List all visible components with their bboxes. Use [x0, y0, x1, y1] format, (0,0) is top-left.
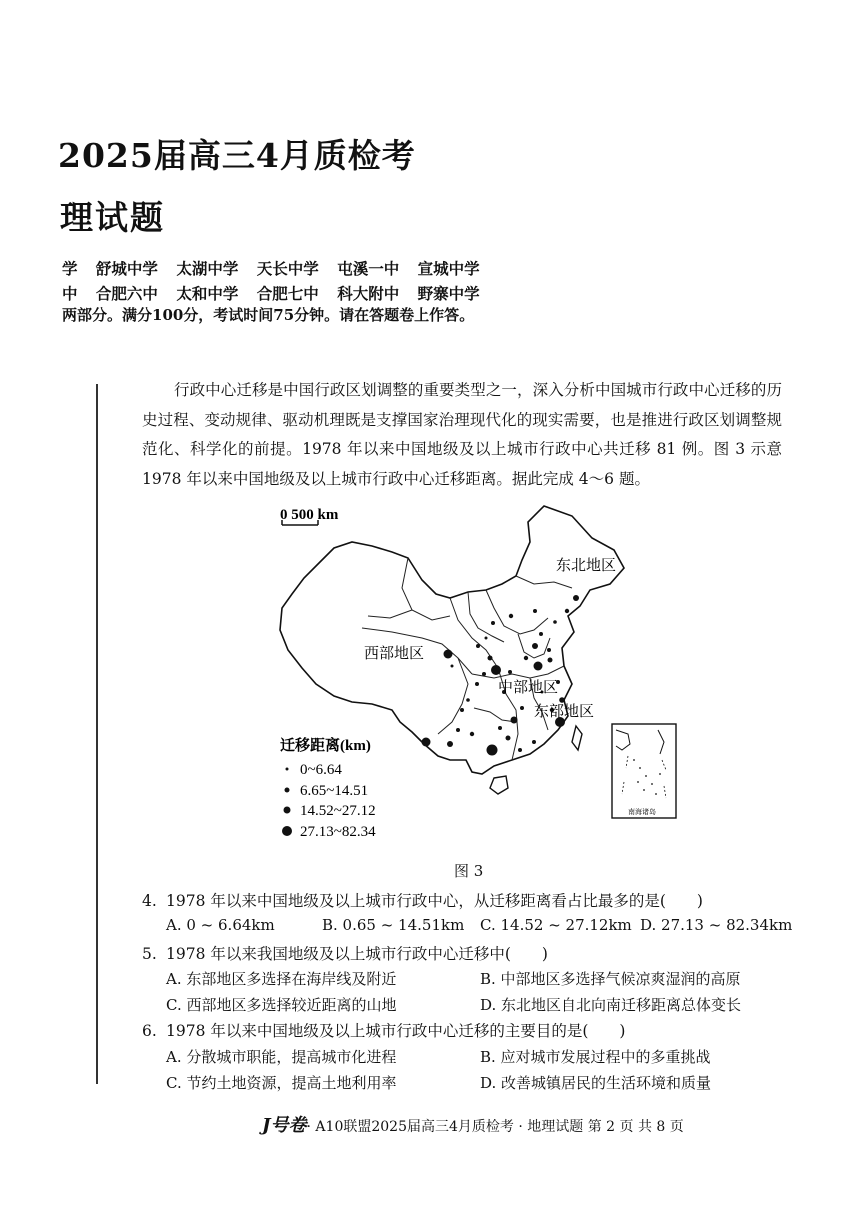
legend-marker — [284, 807, 291, 814]
question-6 — [142, 1019, 625, 1041]
legend-marker — [286, 768, 289, 771]
option: D. 东北地区自北向南迁移距离总体变长 — [480, 996, 742, 1014]
region-label-northeast: 东北地区 — [556, 558, 617, 574]
option: C. 节约土地资源，提高土地利用率 — [166, 1074, 397, 1092]
migration-point — [524, 656, 528, 660]
migration-point — [451, 665, 454, 668]
footer-text: · A10联盟2025届高三4月质检考 · 地理试题 第 2 页 共 8 页 — [306, 1119, 684, 1135]
legend-label: 6.65~14.51 — [300, 783, 369, 799]
option: C. 14.52 ~ 27.12km — [480, 916, 632, 934]
migration-point — [485, 637, 488, 640]
question-number: 4. — [142, 892, 157, 910]
migration-point — [548, 658, 553, 663]
option: C. 西部地区多选择较近距离的山地 — [166, 996, 397, 1014]
migration-point — [475, 682, 479, 686]
question-4 — [142, 889, 703, 911]
migration-point — [447, 741, 453, 747]
migration-point — [520, 706, 524, 710]
migration-point — [539, 632, 543, 636]
china-outline — [280, 506, 624, 774]
option: B. 应对城市发展过程中的多重挑战 — [480, 1048, 711, 1066]
question-stem: 1978 年以来中国地级及以上城市行政中心，从迁移距离看占比最多的是( ) — [166, 892, 703, 910]
school-name: 太湖中学 — [176, 259, 239, 278]
migration-point — [509, 614, 513, 618]
migration-point — [573, 595, 579, 601]
option: B. 0.65 ~ 14.51km — [322, 916, 465, 934]
migration-point — [444, 650, 453, 659]
migration-point — [456, 728, 460, 732]
migration-point — [460, 708, 464, 712]
migration-point — [547, 648, 551, 652]
school-name: 宣城中学 — [417, 259, 480, 278]
migration-point — [487, 745, 498, 756]
page-footer — [262, 1111, 684, 1137]
migration-point — [491, 621, 495, 625]
school-name: 学 — [62, 259, 78, 278]
exam-title: 2025届高三4月质检考 — [58, 136, 416, 175]
schools-row-2 — [62, 282, 493, 304]
question-stem: 1978 年以来中国地级及以上城市行政中心迁移的主要目的是( ) — [166, 1022, 626, 1040]
migration-point — [532, 740, 536, 744]
option: A. 分散城市职能，提高城市化进程 — [166, 1048, 397, 1066]
exam-note: 两部分。满分100分，考试时间75分钟。请在答题卷上作答。 — [62, 306, 475, 324]
question-5 — [142, 942, 548, 964]
south-china-sea-inset — [612, 724, 676, 818]
migration-point — [498, 726, 502, 730]
migration-point — [476, 644, 480, 648]
taiwan-outline — [572, 726, 582, 750]
migration-point — [470, 732, 474, 736]
school-name: 天长中学 — [256, 259, 319, 278]
figure-caption: 图 3 — [454, 862, 484, 880]
subject-title: 理试题 — [60, 198, 165, 237]
legend-title: 迁移距离(km) — [280, 738, 371, 754]
school-name: 合肥七中 — [256, 284, 319, 303]
migration-point — [506, 736, 511, 741]
migration-point — [482, 672, 486, 676]
brand-logo: J号卷 — [262, 1115, 307, 1136]
reading-passage: 行政中心迁移是中国行政区划调整的重要类型之一，深入分析中国城市行政中心迁移的历史过程、变动规律、驱动机理既是支撑国家治理现代化的现实需要，也是推进行政区划调整规范化、科学化的前提。1978 年以来中国地级及以上城市行政中心共迁移 81 例。图 3 示意 1978 年以来中国地级及以上城市行政中心迁移距离。据此完成 4～6 题。 — [142, 381, 782, 488]
migration-point — [518, 748, 522, 752]
option: D. 改善城镇居民的生活环境和质量 — [480, 1074, 712, 1092]
school-name: 合肥六中 — [95, 284, 158, 303]
question-stem: 1978 年以来我国地级及以上城市行政中心迁移中( ) — [166, 945, 548, 963]
migration-point — [553, 620, 557, 624]
school-name: 科大附中 — [337, 284, 400, 303]
question-number: 5. — [142, 945, 157, 963]
legend-marker — [282, 826, 292, 836]
school-name: 太和中学 — [176, 284, 239, 303]
legend-marker — [285, 788, 290, 793]
hainan-outline — [490, 776, 508, 794]
scale-label: 0 500 km — [280, 507, 339, 523]
legend-label: 27.13~82.34 — [300, 824, 376, 840]
region-label-west: 西部地区 — [364, 646, 425, 662]
migration-point — [491, 665, 501, 675]
schools-row-1 — [62, 257, 493, 279]
migration-point — [532, 643, 538, 649]
option: A. 0 ~ 6.64km — [166, 916, 275, 934]
school-name: 舒城中学 — [95, 259, 158, 278]
option: D. 27.13 ~ 82.34km — [640, 916, 793, 934]
migration-point — [422, 738, 431, 747]
legend — [282, 762, 376, 840]
migration-point — [466, 698, 470, 702]
migration-point — [534, 662, 543, 671]
school-name: 屯溪一中 — [337, 259, 400, 278]
migration-point — [565, 609, 569, 613]
migration-point — [508, 670, 512, 674]
option: B. 中部地区多选择气候凉爽湿润的高原 — [480, 970, 741, 988]
school-name: 中 — [62, 284, 78, 303]
legend-label: 14.52~27.12 — [300, 803, 376, 819]
migration-point — [533, 609, 537, 613]
legend-label: 0~6.64 — [300, 762, 342, 778]
margin-rule — [96, 384, 98, 1084]
school-name: 野寨中学 — [417, 284, 480, 303]
option: A. 东部地区多选择在海岸线及附近 — [166, 970, 397, 988]
question-number: 6. — [142, 1022, 157, 1040]
migration-point — [488, 656, 493, 661]
china-map-figure — [272, 498, 692, 848]
region-label-central: 中部地区 — [498, 680, 559, 696]
migration-point — [511, 717, 518, 724]
region-label-east: 东部地区 — [534, 704, 595, 720]
migration-point — [559, 697, 565, 703]
inset-label: 南海诸岛 — [628, 808, 656, 816]
